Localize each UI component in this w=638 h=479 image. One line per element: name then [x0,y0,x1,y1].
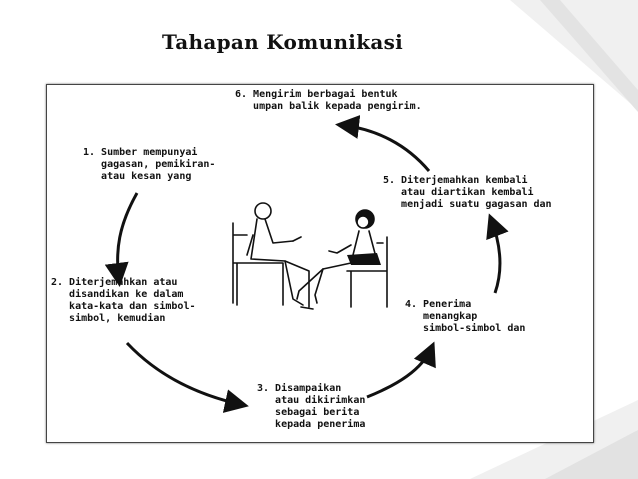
arrow-step5-to-step6 [341,125,429,171]
step-6-text: 6. Mengirim berbagai bentuk umpan balik kepada pengirim. [235,89,422,112]
communication-diagram [46,84,594,443]
arrow-step2-to-step3 [127,343,243,405]
arrow-step3-to-step4 [367,347,432,397]
arrow-step4-to-step5 [491,219,500,293]
step-2-text: 2. Diterjemahkan atau disandikan ke dalam kata-kata dan simbol- simbol, kemudian [51,277,196,324]
step-3-text: 3. Disampaikan atau dikirimkan sebagai berita kepada penerima [257,383,366,430]
step-5-text: 5. Diterjemahkan kembali atau diartikan kembali menjadi suatu gagasan dan [383,175,552,210]
two-people-seated-talking-icon [233,203,387,309]
step-1-text: 1. Sumber mempunyai gagasan, pemikiran- atau kesan yang [83,147,216,182]
step-4-text: 4. Penerima menangkap simbol-simbol dan [405,299,526,334]
arrow-step1-to-step2 [118,193,137,281]
slide-title: Tahapan Komunikasi [162,30,404,54]
